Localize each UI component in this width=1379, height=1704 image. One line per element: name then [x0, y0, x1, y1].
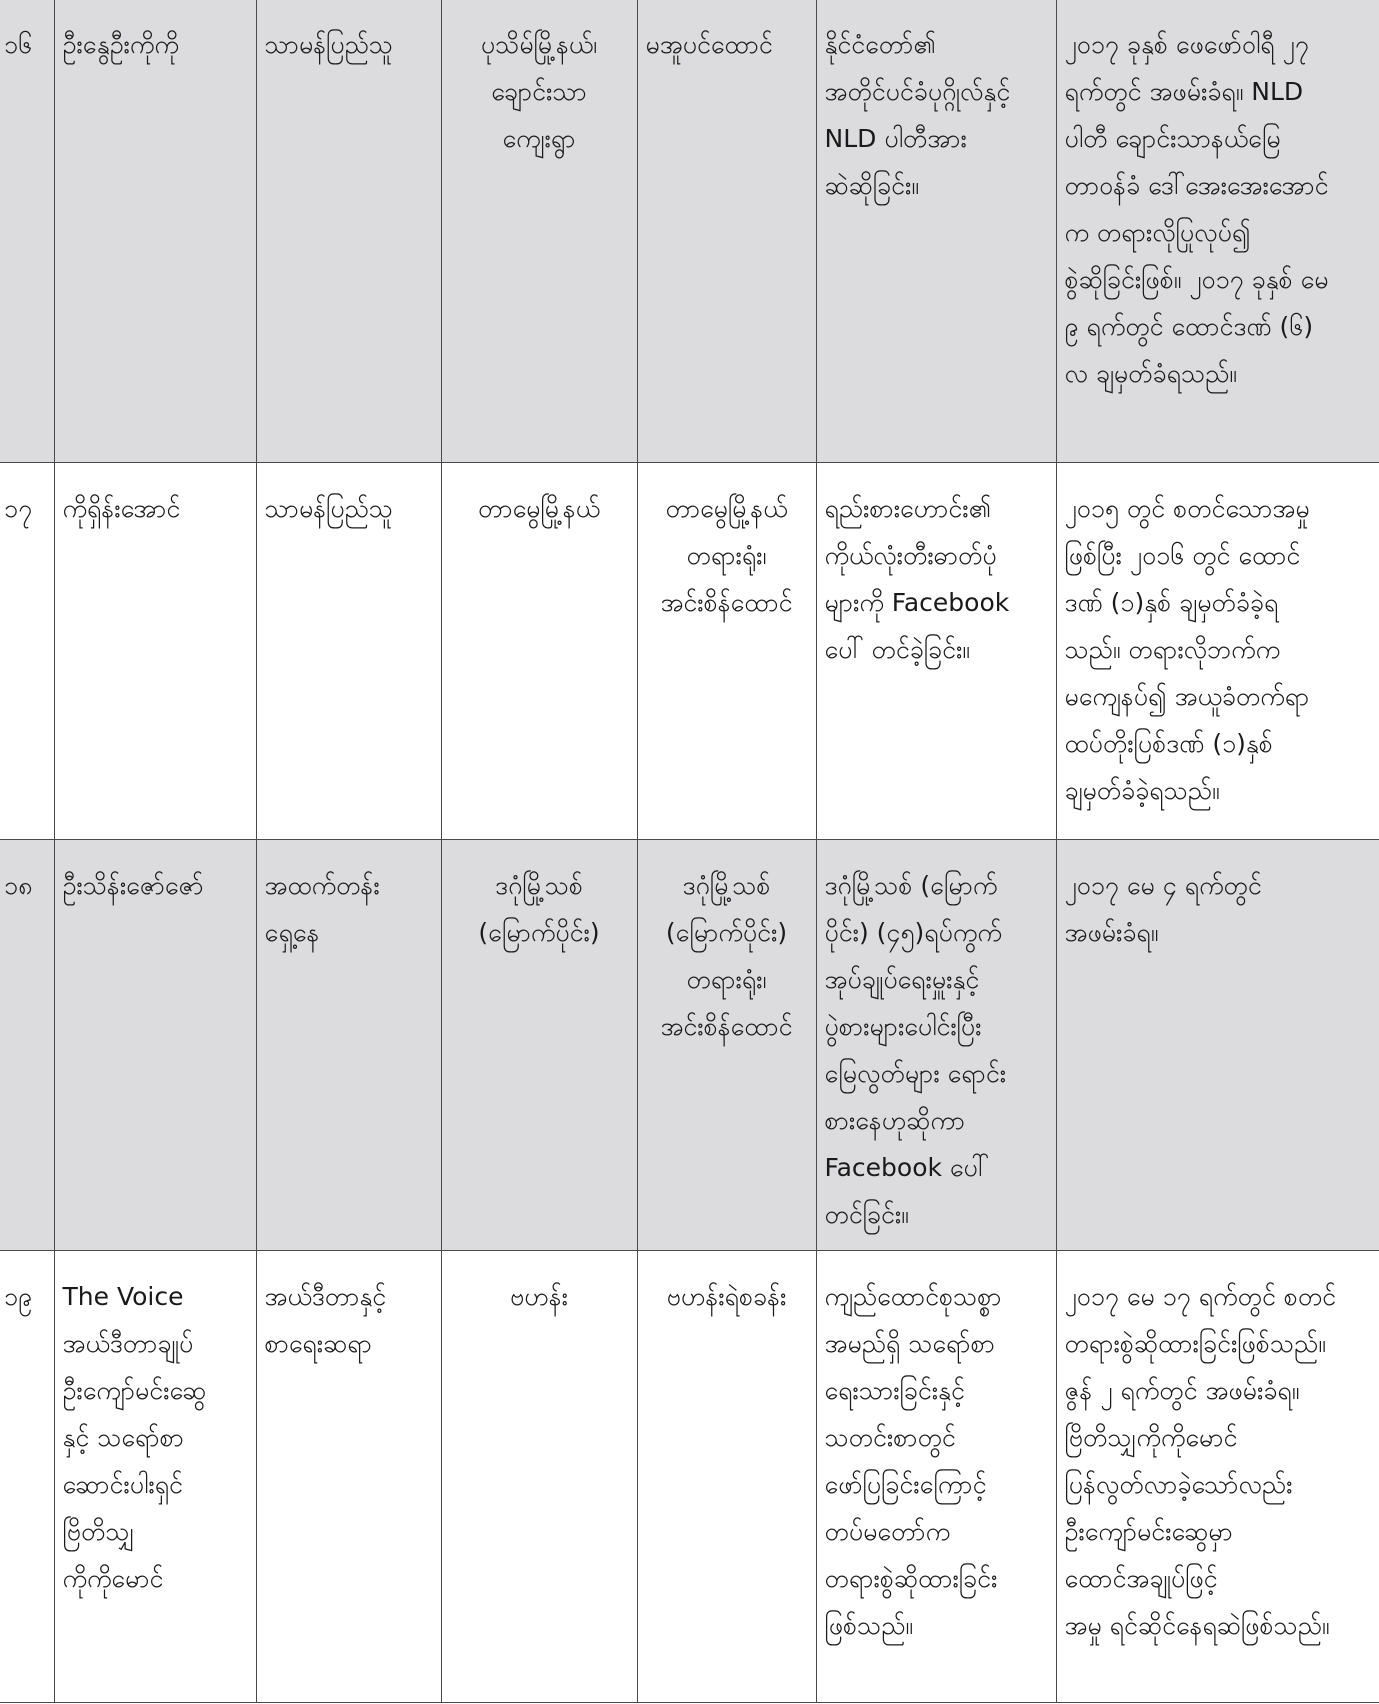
- accusation: ဒဂုံမြို့သစ် (မြောက် ပိုင်း) (၄၅)ရပ်ကွက် အုပ်ချုပ်ရေးမှူးနှင့် ပွဲစားများပေါင်းပြီး မြေလွတ်များ ရောင်း စားနေဟုဆိုကာ Facebook ပေါ် တင်ခြင်း။: [816, 840, 1056, 1251]
- township: ပုသိမ်မြို့နယ်၊ ချောင်းသာ ကျေးရွာ: [441, 0, 637, 463]
- person-name: The Voice အယ်ဒီတာချုပ် ဦးကျော်မင်းဆွေ နှင့် သရော်စာ ဆောင်းပါးရှင် ဗြိတိသျှ ကိုကိုမောင်: [54, 1251, 256, 1703]
- case-status: ၂၀၁၇ မေ ၁၇ ရက်တွင် စတင် တရားစွဲဆိုထားခြင်းဖြစ်သည်။ ဇွန် ၂ ရက်တွင် အဖမ်းခံရ။ ဗြိတိသျှကိုကိုမောင် ပြန်လွတ်လာခဲ့သော်လည်း ဦးကျော်မင်းဆွေမှာ ထောင်အချုပ်ဖြင့် အမှု ရင်ဆိုင်နေရဆဲဖြစ်သည်။: [1056, 1251, 1379, 1703]
- township: ဒဂုံမြို့သစ် (မြောက်ပိုင်း): [441, 840, 637, 1251]
- person-name: ဦးနွေဦးကိုကို: [54, 0, 256, 463]
- row-number: ၁၈: [0, 840, 54, 1251]
- row-number: ၁၉: [0, 1251, 54, 1703]
- row-number: ၁၇: [0, 463, 54, 840]
- case-status: ၂၀၁၇ မေ ၄ ရက်တွင် အဖမ်းခံရ။: [1056, 840, 1379, 1251]
- accusation: နိုင်ငံတော်၏ အတိုင်ပင်ခံပုဂ္ဂိုလ်နှင့် NLD ပါတီအား ဆဲဆိုခြင်း။: [816, 0, 1056, 463]
- lawsuit-location: ဒဂုံမြို့သစ် (မြောက်ပိုင်း) တရားရုံး၊ အင်းစိန်ထောင်: [637, 840, 816, 1251]
- occupation: သာမန်ပြည်သူ: [256, 0, 441, 463]
- row-number: ၁၆: [0, 0, 54, 463]
- lawsuit-location: ဗဟန်းရဲစခန်း: [637, 1251, 816, 1703]
- occupation: အယ်ဒီတာနှင့် စာရေးဆရာ: [256, 1251, 441, 1703]
- accusation: ကျည်ထောင်စုသစ္စာ အမည်ရှိ သရော်စာ ရေးသားခြင်းနှင့် သတင်းစာတွင် ဖော်ပြခြင်းကြောင့် တပ်မတော်က တရားစွဲဆိုထားခြင်း ဖြစ်သည်။: [816, 1251, 1056, 1703]
- lawsuit-location: တာမွေမြို့နယ် တရားရုံး၊ အင်းစိန်ထောင်: [637, 463, 816, 840]
- table-row: [0, 463, 1379, 840]
- table-row: [0, 0, 1379, 463]
- accusation: ရည်းစားဟောင်း၏ ကိုယ်လုံးတီးဓာတ်ပုံ များကို Facebook ပေါ် တင်ခဲ့ခြင်း။: [816, 463, 1056, 840]
- township: တာမွေမြို့နယ်: [441, 463, 637, 840]
- person-name: ဦးသိန်းဇော်ဇော်: [54, 840, 256, 1251]
- case-status: ၂၀၁၅ တွင် စတင်သောအမှု ဖြစ်ပြီး ၂၀၁၆ တွင် ထောင် ဒဏ် (၁)နှစ် ချမှတ်ခံခဲ့ရ သည်။ တရားလိုဘက်က မကျေနပ်၍ အယူခံတက်ရာ ထပ်တိုးပြစ်ဒဏ် (၁)နှစ် ချမှတ်ခံခဲ့ရသည်။: [1056, 463, 1379, 840]
- township: ဗဟန်း: [441, 1251, 637, 1703]
- occupation: သာမန်ပြည်သူ: [256, 463, 441, 840]
- table-row: [0, 840, 1379, 1251]
- occupation: အထက်တန်း ရှေ့နေ: [256, 840, 441, 1251]
- table-row: [0, 1251, 1379, 1703]
- person-name: ကိုရှိန်းအောင်: [54, 463, 256, 840]
- lawsuit-location: မအူပင်ထောင်: [637, 0, 816, 463]
- case-status: ၂၀၁၇ ခုနှစ် ဖေဖော်ဝါရီ ၂၇ ရက်တွင် အဖမ်းခံရ။ NLD ပါတီ ချောင်းသာနယ်မြေ တာဝန်ခံ ဒေါ်အေးအေးအောင် က တရားလိုပြုလုပ်၍ စွဲဆိုခြင်းဖြစ်။ ၂၀၁၇ ခုနှစ် မေ ၉ ရက်တွင် ထောင်ဒဏ် (၆) လ ချမှတ်ခံရသည်။: [1056, 0, 1379, 463]
